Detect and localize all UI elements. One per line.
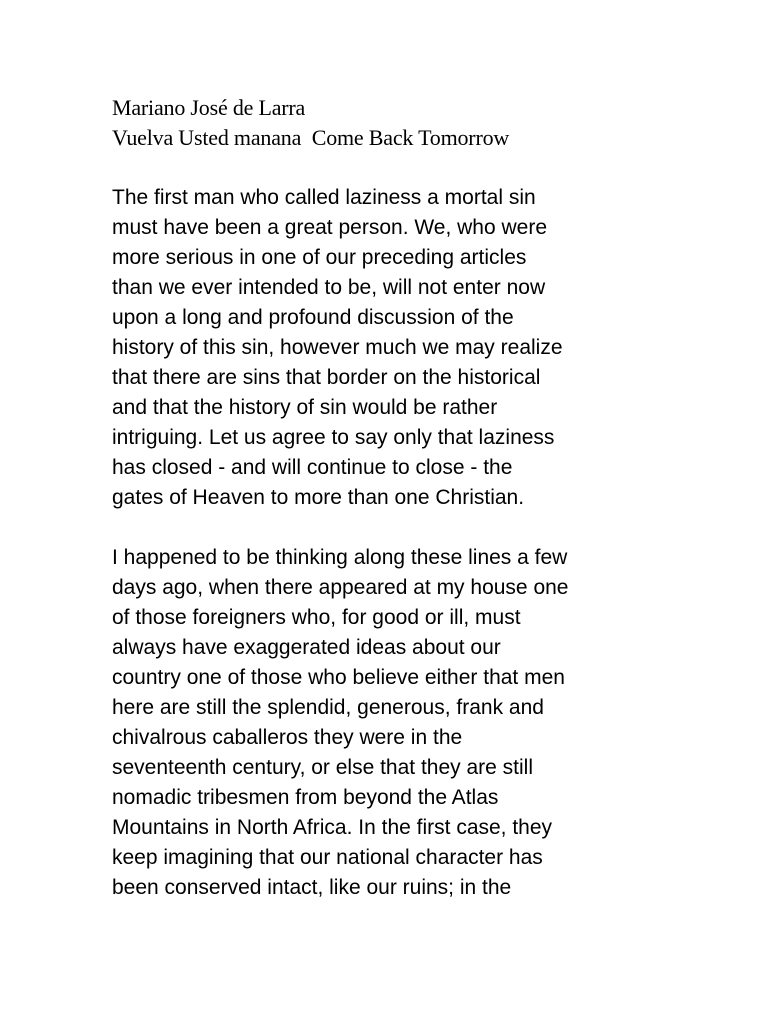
text-line: has closed - and will continue to close - the [112,456,513,479]
text-line: always have exaggerated ideas about our [112,636,501,659]
title-line: Vuelva Usted manana Come Back Tomorrow [112,125,510,150]
text-line: Mountains in North Africa. In the first case, they [112,816,553,839]
text-line: history of this sin, however much we may realize [112,336,563,359]
text-line: The first man who called laziness a mortal sin [112,186,536,209]
text-line: and that the history of sin would be rather [112,396,498,419]
text-line: seventeenth century, or else that they are still [112,756,534,779]
text-line: I happened to be thinking along these lines a few [112,546,568,569]
text-line: upon a long and profound discussion of the [112,306,514,329]
text-line: gates of Heaven to more than one Christian. [112,486,525,509]
text-line: of those foreigners who, for good or ill, must [112,606,521,629]
text-line: nomadic tribesmen from beyond the Atlas [112,786,499,809]
text-line: country one of those who believe either that men [112,666,565,689]
document-body [112,183,672,903]
paragraph-2 [112,543,672,903]
text-line: days ago, when there appeared at my house one [112,576,569,599]
text-line: that there are sins that border on the historical [112,366,541,389]
text-line: intriguing. Let us agree to say only that laziness [112,426,555,449]
author-line: Mariano José de Larra [112,95,306,120]
paragraph-1 [112,183,672,513]
text-line: here are still the splendid, generous, frank and [112,696,544,719]
text-line: than we ever intended to be, will not enter now [112,276,546,299]
text-line: must have been a great person. We, who were [112,216,548,239]
text-line: been conserved intact, like our ruins; in the [112,876,512,899]
text-line: more serious in one of our preceding articles [112,246,527,269]
text-line: chivalrous caballeros they were in the [112,726,463,749]
document-header [112,93,732,153]
text-line: keep imagining that our national character has [112,846,543,869]
